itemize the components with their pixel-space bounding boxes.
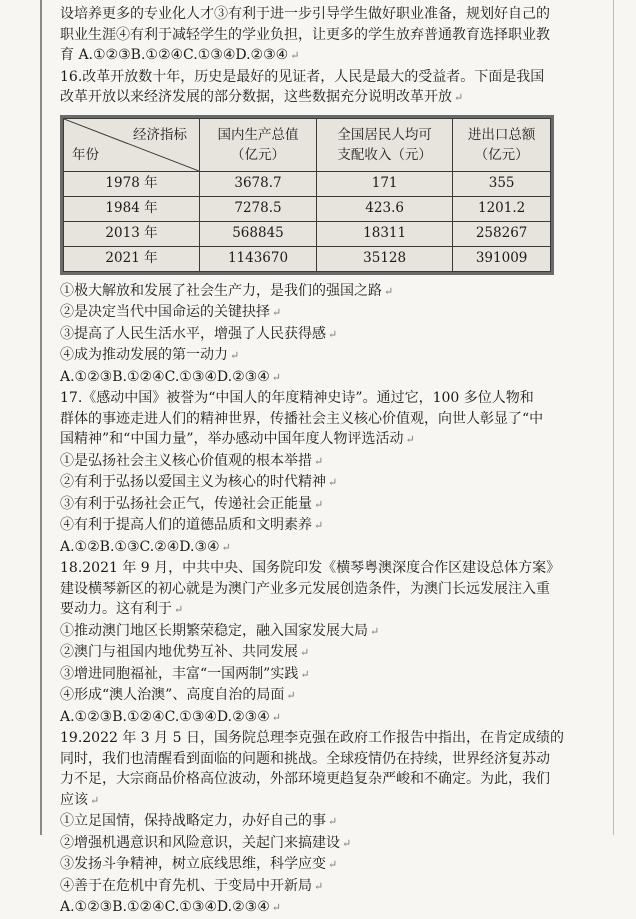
q17-option: ②有利于弘扬以爱国主义为核心的时代精神 ↵ <box>60 474 338 490</box>
paragraph-mark-icon: ↵ <box>300 667 310 681</box>
header-line: 进出口总额 <box>467 126 536 143</box>
q18-option: ①推动澳门地区长期繁荣稳定，融入国家发展大局 ↵ <box>60 622 380 639</box>
table-cell: 18311 <box>317 221 453 246</box>
paragraph-mark-icon: ↵ <box>328 858 338 871</box>
q18-stem-line: 要动力。这有利于 ↵ <box>60 601 184 617</box>
left-margin-bar <box>40 0 42 835</box>
paragraph-mark-icon: ↵ <box>314 497 324 511</box>
table-cell: 35128 <box>317 246 453 271</box>
right-margin-bar <box>613 0 614 835</box>
table-row <box>64 171 551 196</box>
header-line: （亿元） <box>474 146 529 163</box>
paragraph-mark-icon: ↵ <box>286 689 296 702</box>
paragraph-mark-icon: ↵ <box>230 349 240 362</box>
table-cell: 2021 年 <box>64 246 200 271</box>
paragraph-mark-icon: ↵ <box>174 603 184 616</box>
economic-data-table <box>63 118 551 272</box>
table-cell: 2013 年 <box>64 221 200 246</box>
q16-stem-line: 改革开放以来经济发展的部分数据，这些数据充分说明改革开放 ↵ <box>60 89 464 105</box>
table-cell: 258267 <box>453 221 551 246</box>
table-cell: 355 <box>453 171 551 196</box>
q17-answers: A.①②B.①③C.②④D.③④ ↵ <box>60 538 231 555</box>
q15-line: 设培养更多的专业化人才③有利于进一步引导学生做好职业准备，规划好自己的 <box>60 6 550 22</box>
column-header <box>317 118 453 171</box>
q16-option: ④成为推动发展的第一动力 ↵ <box>60 347 240 363</box>
table-cell: 391009 <box>453 246 551 271</box>
paragraph-mark-icon: ↵ <box>271 370 281 384</box>
table-cell: 171 <box>317 171 453 196</box>
q19-option: ②增强机遇意识和风险意识，关起门来搞建设 ↵ <box>60 834 352 851</box>
q15-answers: 育 A.①②③B.①②④C.①③④D.②③④ ↵ <box>60 47 300 63</box>
q18-stem-line: 建设横琴新区的初心就是为澳门产业多元发展创造条件，为澳门长远发展注入重 <box>60 580 550 597</box>
table-corner-cell <box>64 118 200 171</box>
paragraph-mark-icon: ↵ <box>314 454 324 468</box>
q17-stem-line: 国精神”和“中国力量”，举办感动中国年度人物评选活动 ↵ <box>60 431 415 447</box>
paragraph-mark-icon: ↵ <box>454 91 464 104</box>
header-line: （亿元） <box>231 146 285 163</box>
paragraph-mark-icon: ↵ <box>300 646 310 659</box>
corner-label-year: 年份 <box>72 146 99 163</box>
table-cell: 423.6 <box>317 196 453 221</box>
q18-answers: A.①②③B.①②④C.①③④D.②③④ ↵ <box>60 708 281 725</box>
table-cell: 3678.7 <box>200 171 317 196</box>
header-line: 国内生产总值 <box>217 126 299 143</box>
paragraph-mark-icon: ↵ <box>342 836 352 850</box>
q18-option: ③增进同胞福祉，丰富“一国两制”实践 ↵ <box>60 665 310 682</box>
q19-stem-line: 应该 ↵ <box>60 791 100 808</box>
table-cell: 1143670 <box>200 246 317 271</box>
q16-answers: A.①②③B.①②④C.①③④D.②③④ ↵ <box>60 368 281 385</box>
q18-option: ④形成“澳人治澳”、高度自治的局面 ↵ <box>60 687 296 703</box>
paragraph-mark-icon: ↵ <box>328 815 338 828</box>
paragraph-mark-icon: ↵ <box>271 710 281 724</box>
paragraph-mark-icon: ↵ <box>272 306 282 319</box>
q19-option: ①立足国情，保持战略定力，办好自己的事 ↵ <box>60 813 338 829</box>
column-header <box>200 118 317 171</box>
q17-stem-line: 17.《感动中国》被誉为“中国人的年度精神史诗”。通过它，100 多位人物和 <box>60 390 534 406</box>
header-line: 支配收入（元） <box>337 146 432 163</box>
table-cell: 1201.2 <box>453 196 551 221</box>
column-header <box>453 118 551 171</box>
q19-stem-line: 同时，我们也清醒看到面临的问题和挑战。全球疫情仍在持续，世界经济复苏动 <box>60 750 550 767</box>
q15-line: 职业生涯④有利于减轻学生的学业负担，让更多的学生放弃普通教育选择职业教 <box>60 26 550 43</box>
paragraph-mark-icon: ↵ <box>314 519 324 532</box>
q19-option: ④善于在危机中育先机、于变局中开新局 ↵ <box>60 877 324 894</box>
economic-data-table-image <box>60 115 554 275</box>
paragraph-mark-icon: ↵ <box>221 540 231 554</box>
paragraph-mark-icon: ↵ <box>328 327 338 341</box>
table-row <box>64 246 551 271</box>
q17-option: ③有利于弘扬社会正气，传递社会正能量 ↵ <box>60 495 324 512</box>
paragraph-mark-icon: ↵ <box>271 901 281 914</box>
paragraph-mark-icon: ↵ <box>290 49 300 62</box>
q19-stem-line: 19.2022 年 3 月 5 日，国务院总理李克强在政府工作报告中指出，在肯定成绩的 <box>60 730 564 746</box>
q17-stem-line: 群体的事迹走进人们的精神世界，传播社会主义核心价值观，向世人彰显了“中 <box>60 410 544 427</box>
q18-option: ②澳门与祖国内地优势互补、共同发展 ↵ <box>60 644 310 660</box>
header-line: 全国居民人均可 <box>337 126 432 143</box>
q19-answers: A.①②③B.①②④C.①③④D.②③④ ↵ <box>60 899 281 915</box>
table-cell: 568845 <box>200 221 317 246</box>
q16-option: ②是决定当代中国命运的关键抉择 ↵ <box>60 304 282 320</box>
paragraph-mark-icon: ↵ <box>328 476 338 489</box>
q16-option: ①极大解放和发展了社会生产力，是我们的强国之路 ↵ <box>60 282 394 299</box>
table-row <box>64 196 551 221</box>
q19-option: ③发扬斗争精神，树立底线思维，科学应变 ↵ <box>60 856 338 872</box>
table-cell: 7278.5 <box>200 196 317 221</box>
q18-stem-line: 18.2021 年 9 月，中共中央、国务院印发《横琴粤澳深度合作区建设总体方案》 <box>60 560 561 576</box>
table-header-row <box>64 118 551 171</box>
paragraph-mark-icon: ↵ <box>314 879 324 893</box>
q16-option: ③提高了人民生活水平，增强了人民获得感 ↵ <box>60 325 338 342</box>
corner-label-indicator: 经济指标 <box>133 126 187 143</box>
q19-stem-line: 力不足，大宗商品价格高位波动，外部环境更趋复杂严峻和不确定。为此，我们 <box>60 771 550 787</box>
table-cell: 1978 年 <box>64 171 200 196</box>
q17-option: ①是弘扬社会主义核心价值观的根本举措 ↵ <box>60 452 324 469</box>
paragraph-mark-icon: ↵ <box>405 433 415 446</box>
table-row <box>64 221 551 246</box>
paragraph-mark-icon: ↵ <box>384 284 394 298</box>
paragraph-mark-icon: ↵ <box>90 793 100 807</box>
q17-option: ④有利于提高人们的道德品质和文明素养 ↵ <box>60 517 324 533</box>
table-cell: 1984 年 <box>64 196 200 221</box>
q16-stem-line: 16.改革开放数十年，历史是最好的见证者，人民是最大的受益者。下面是我国 <box>60 68 545 85</box>
paragraph-mark-icon: ↵ <box>370 624 380 638</box>
